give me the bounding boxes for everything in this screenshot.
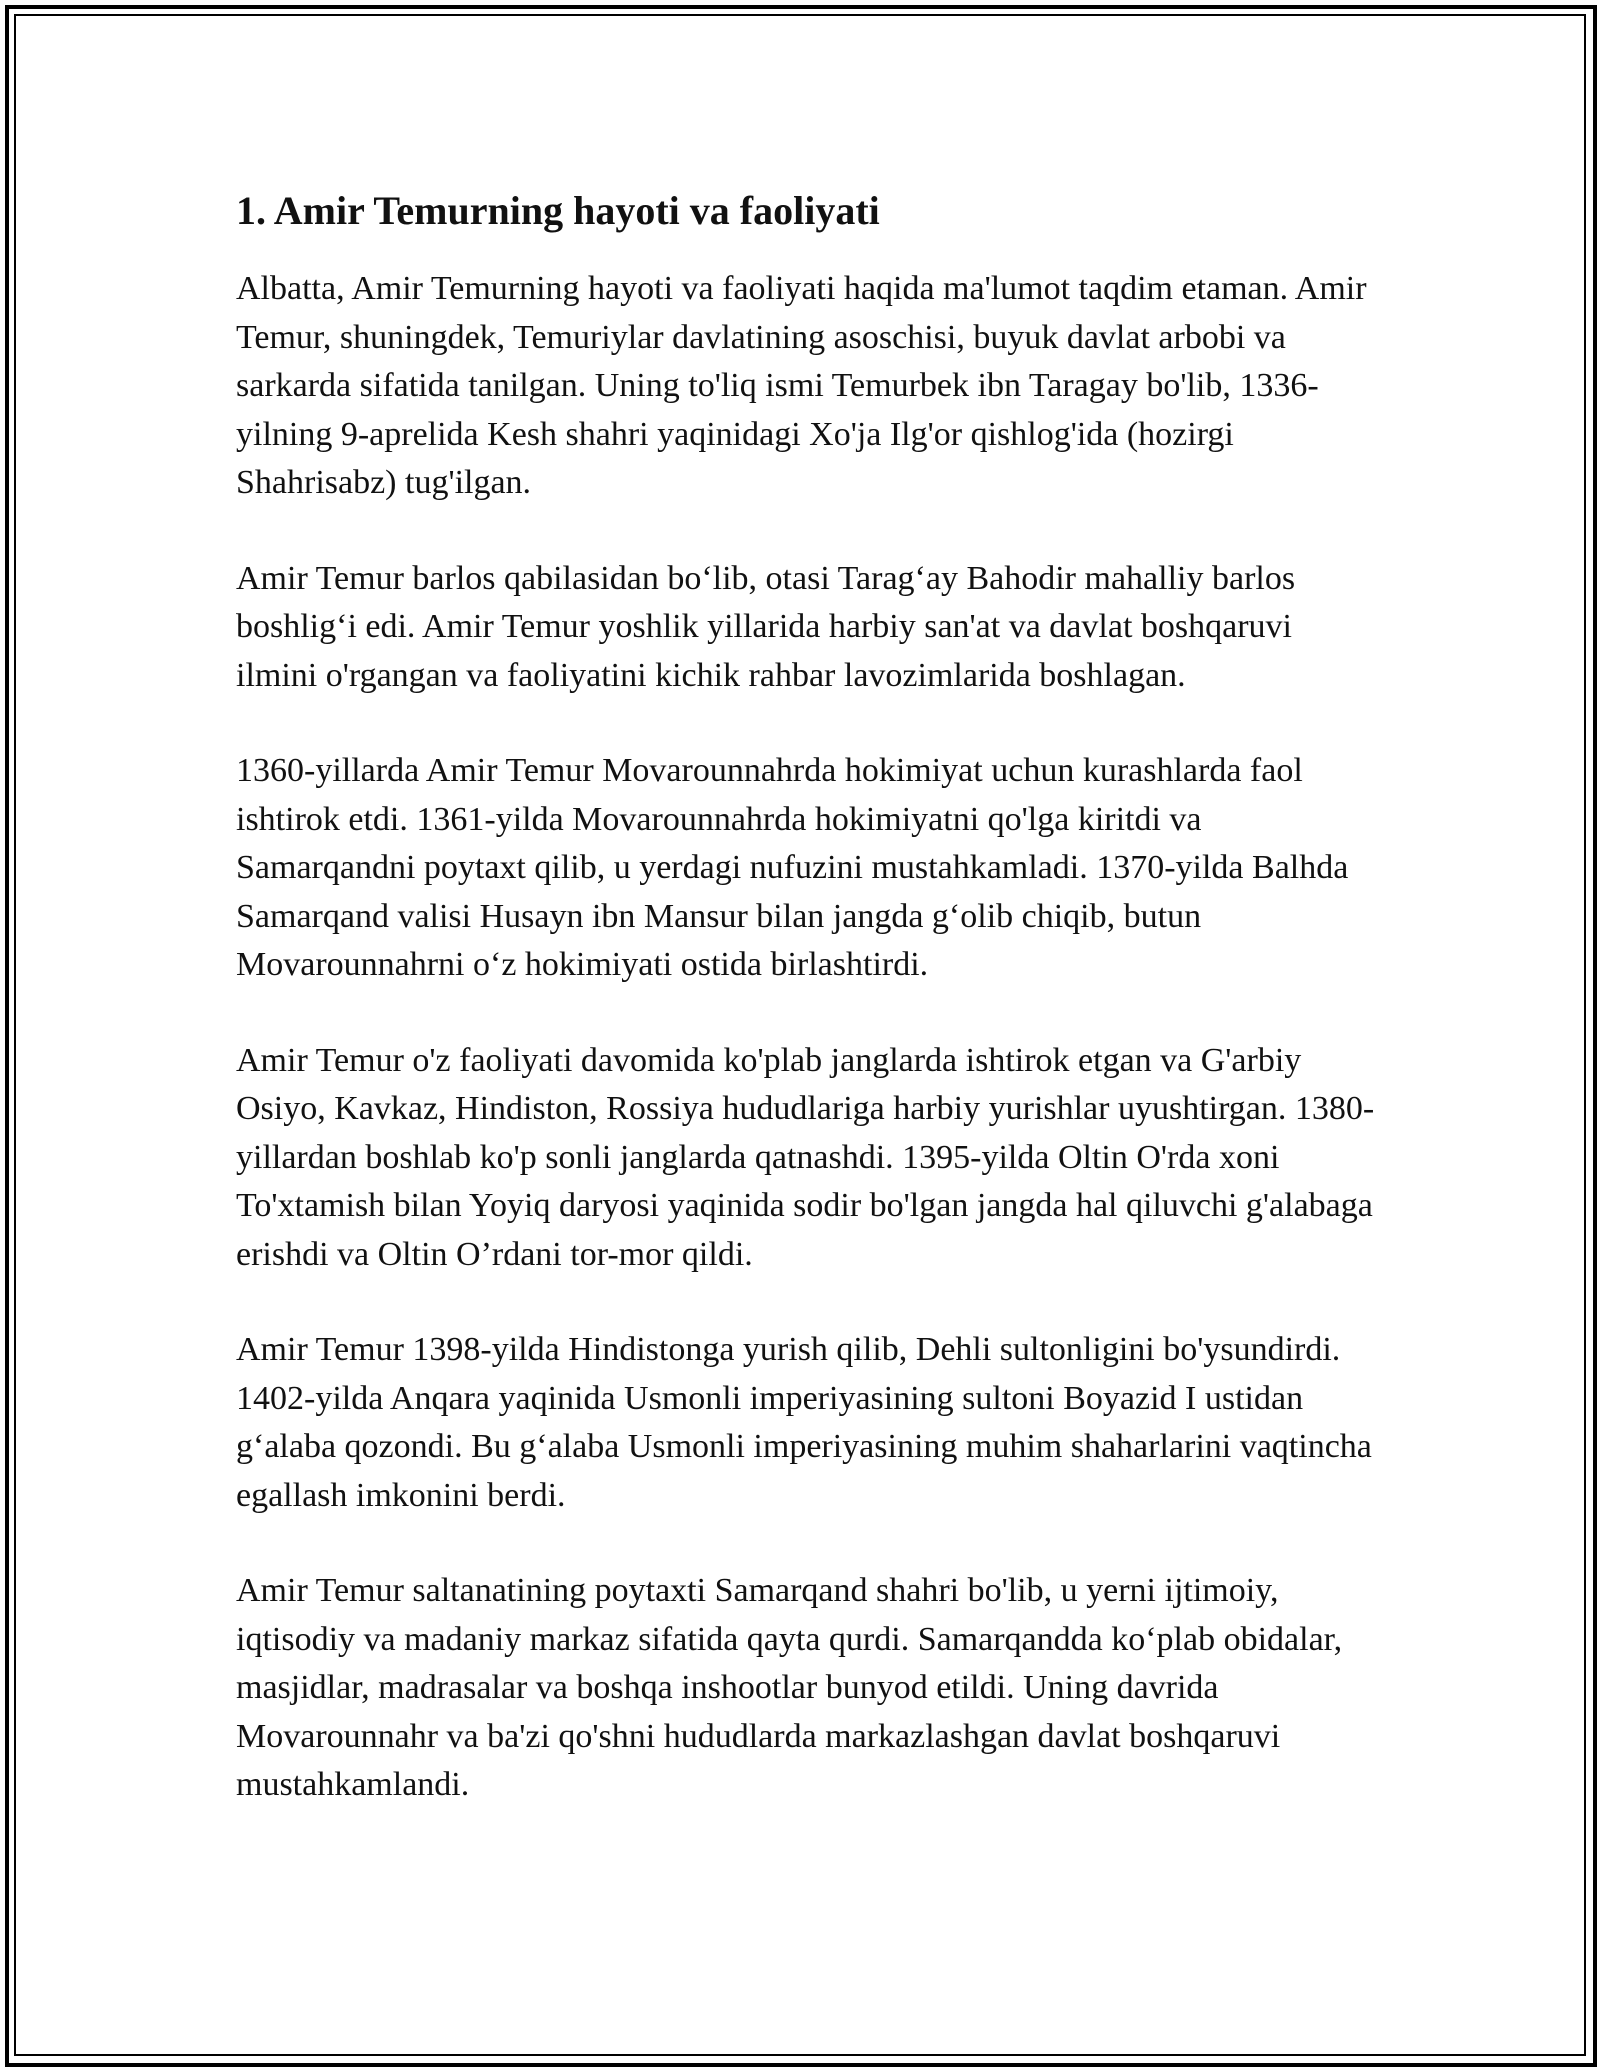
paragraph-5: Amir Temur 1398-yilda Hindistonga yurish qilib, Dehli sultonligini bo'ysundirdi. 1402-yilda Anqara yaqinida Usmonli imperiyasining sultoni Boyazid I ustidan g‘alaba qozondi. Bu g‘alaba Usmonli imperiyasining muhim shaharlarini vaqtincha egallash imkonini berdi. [236, 1331, 1372, 1514]
paragraph-3: 1360-yillarda Amir Temur Movarounnahrda hokimiyat uchun kurashlarda faol ishtirok etdi. 1361-yilda Movarounnahrda hokimiyatni qo'lga kiritdi va Samarqandni poytaxt qilib, u yerdagi nufuzini mustahkamladi. 1370-yilda Balhda Samarqand valisi Husayn ibn Mansur bilan jangda g‘olib chiqib, butun Movarounnahrni o‘z hokimiyati ostida birlashtirdi. [236, 752, 1349, 983]
paragraph-6: Amir Temur saltanatining poytaxti Samarqand shahri bo'lib, u yerni ijtimoiy, iqtisodiy va madaniy markaz sifatida qayta qurdi. Samarqandda ko‘plab obidalar, masjidlar, madrasalar va boshqa inshootlar bunyod etildi. Uning davrida Movarounnahr va ba'zi qo'shni hududlarda markazlashgan davlat boshqaruvi mustahkamlandi. [236, 1572, 1343, 1803]
section-heading: 1. Amir Temurning hayoti va faoliyati [236, 188, 880, 233]
paragraph-4: Amir Temur o'z faoliyati davomida ko'plab janglarda ishtirok etgan va G'arbiy Osiyo, Kavkaz, Hindiston, Rossiya hududlariga harbiy yurishlar uyushtirgan. 1380-yillardan boshlab ko'p sonli janglarda qatnashdi. 1395-yilda Oltin O'rda xoni To'xtamish bilan Yoyiq daryosi yaqinida sodir bo'lgan jangda hal qiluvchi g'alabaga erishdi va Oltin O’rdani tor-mor qildi. [236, 1041, 1375, 1273]
document-body [236, 185, 1376, 1857]
paragraph-1: Albatta, Amir Temurning hayoti va faoliyati haqida ma'lumot taqdim etaman. Amir Temur, shuningdek, Temuriylar davlatining asoschisi, buyuk davlat arbobi va sarkarda sifatida tanilgan. Uning to'liq ismi Temurbek ibn Taragay bo'lib, 1336-yilning 9-aprelida Kesh shahri yaqinidagi Xo'ja Ilg'or qishlog'ida (hozirgi Shahrisabz) tug'ilgan. [236, 270, 1367, 501]
paragraph-2: Amir Temur barlos qabilasidan bo‘lib, otasi Tarag‘ay Bahodir mahalliy barlos boshlig‘i edi. Amir Temur yoshlik yillarida harbiy san'at va davlat boshqaruvi ilmini o'rgangan va faoliyatini kichik rahbar lavozimlarida boshlagan. [236, 559, 1296, 694]
